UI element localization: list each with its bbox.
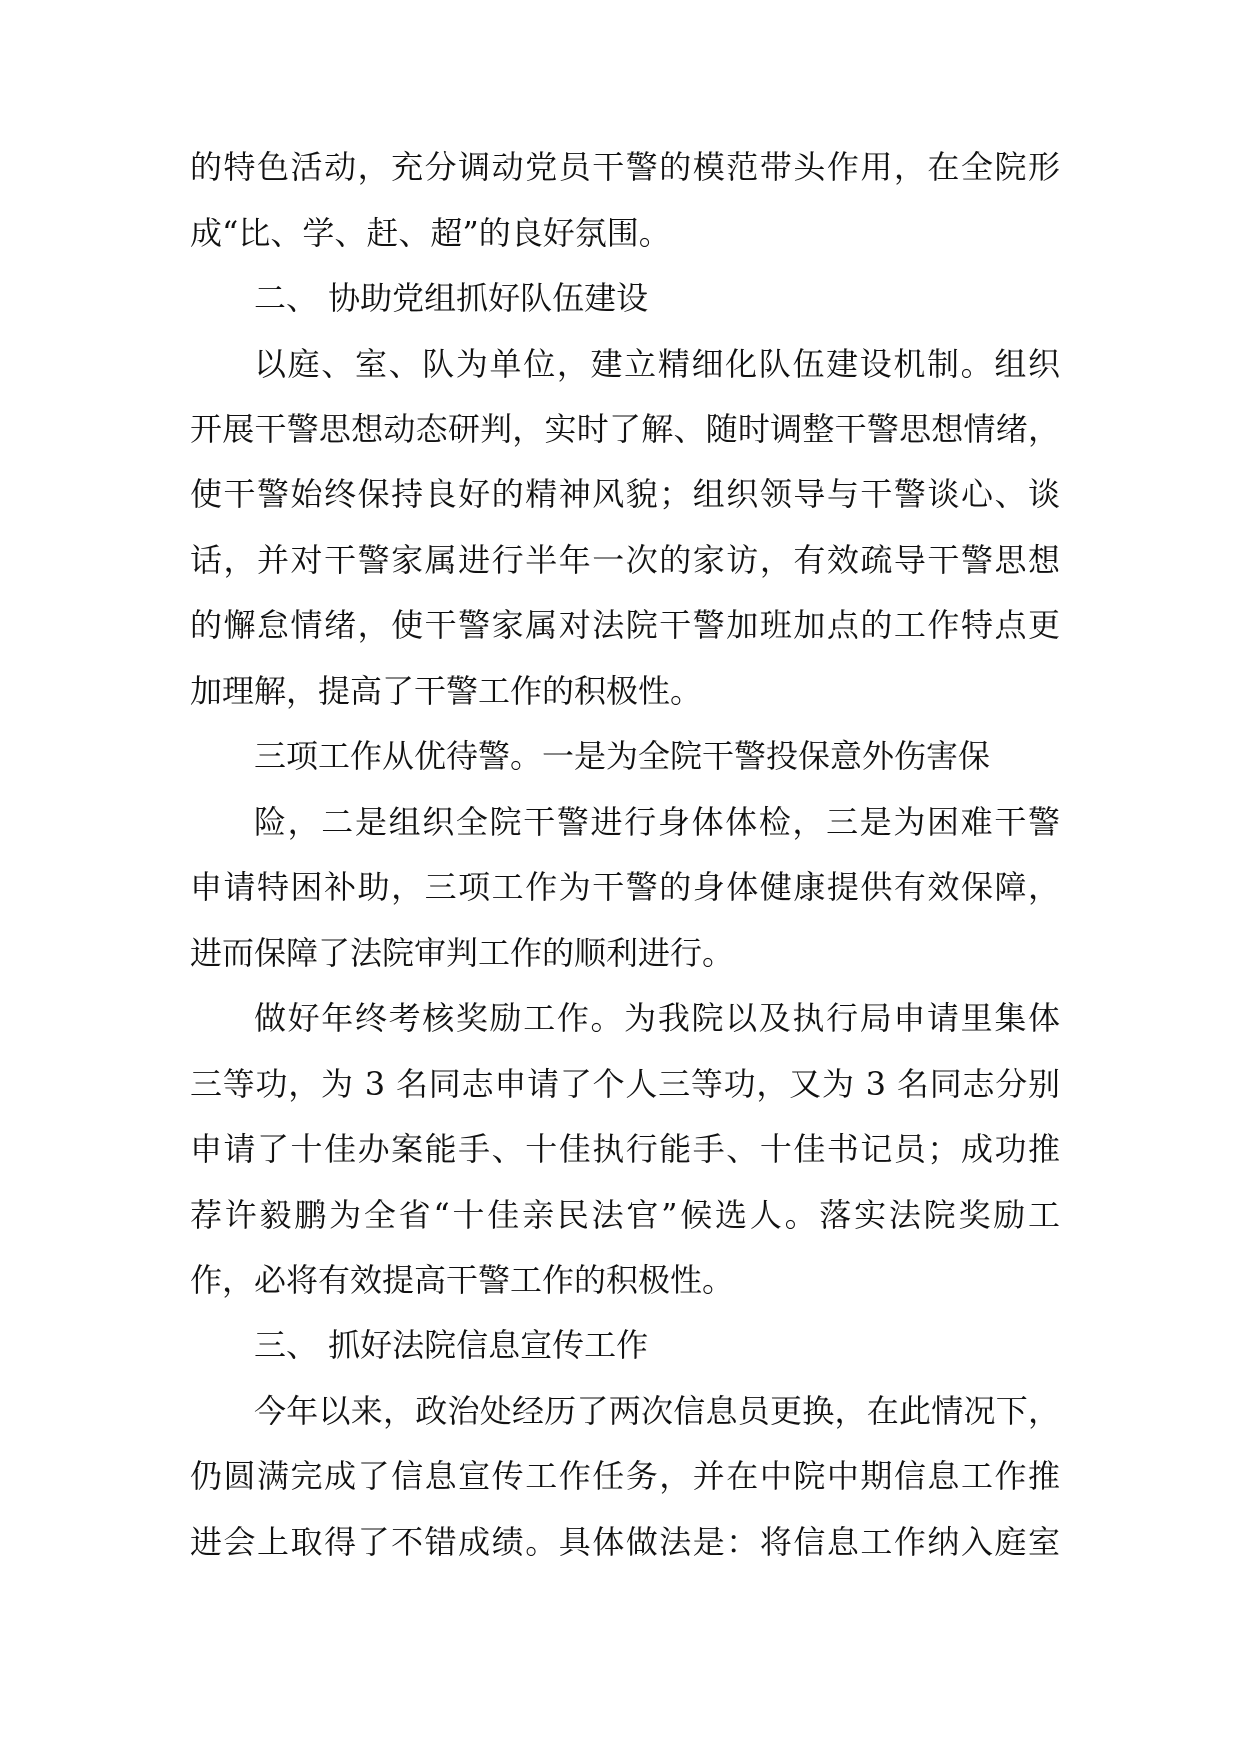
paragraph-line: 三等功，为 3 名同志申请了个人三等功，又为 3 名同志分别	[190, 1065, 1060, 1103]
paragraph-line: 险，二是组织全院干警进行身体体检，三是为困难干警	[254, 803, 1060, 841]
paragraph-line: 开展干警思想动态研判，实时了解、随时调整干警思想情绪，	[190, 410, 1060, 448]
section-heading: 三、 抓好法院信息宣传工作	[254, 1326, 649, 1364]
paragraph-line: 申请特困补助，三项工作为干警的身体健康提供有效保障，	[190, 868, 1060, 906]
paragraph-line: 作，必将有效提高干警工作的积极性。	[190, 1261, 735, 1299]
paragraph-line: 做好年终考核奖励工作。为我院以及执行局申请里集体	[254, 999, 1060, 1037]
paragraph-line: 荐许毅鹏为全省“十佳亲民法官”候选人。落实法院奖励工	[190, 1196, 1060, 1234]
paragraph-line: 话，并对干警家属进行半年一次的家访，有效疏导干警思想	[190, 541, 1060, 579]
paragraph-line: 成“比、学、赶、超”的良好氛围。	[190, 214, 671, 252]
paragraph-line: 的特色活动，充分调动党员干警的模范带头作用，在全院形	[190, 148, 1060, 186]
paragraph-line: 进会上取得了不错成绩。具体做法是：将信息工作纳入庭室	[190, 1523, 1060, 1561]
paragraph-line: 三项工作从优待警。一是为全院干警投保意外伤害保	[254, 737, 991, 775]
paragraph-line: 加理解，提高了干警工作的积极性。	[190, 672, 703, 710]
paragraph-line: 进而保障了法院审判工作的顺利进行。	[190, 934, 735, 972]
paragraph-line: 仍圆满完成了信息宣传工作任务，并在中院中期信息工作推	[190, 1457, 1060, 1495]
paragraph-line: 今年以来，政治处经历了两次信息员更换，在此情况下，	[254, 1392, 1060, 1430]
paragraph-line: 使干警始终保持良好的精神风貌；组织领导与干警谈心、谈	[190, 475, 1060, 513]
paragraph-line: 申请了十佳办案能手、十佳执行能手、十佳书记员；成功推	[190, 1130, 1060, 1168]
paragraph-line: 以庭、室、队为单位，建立精细化队伍建设机制。组织	[254, 345, 1060, 383]
section-heading: 二、 协助党组抓好队伍建设	[254, 279, 649, 317]
paragraph-line: 的懈怠情绪，使干警家属对法院干警加班加点的工作特点更	[190, 606, 1060, 644]
